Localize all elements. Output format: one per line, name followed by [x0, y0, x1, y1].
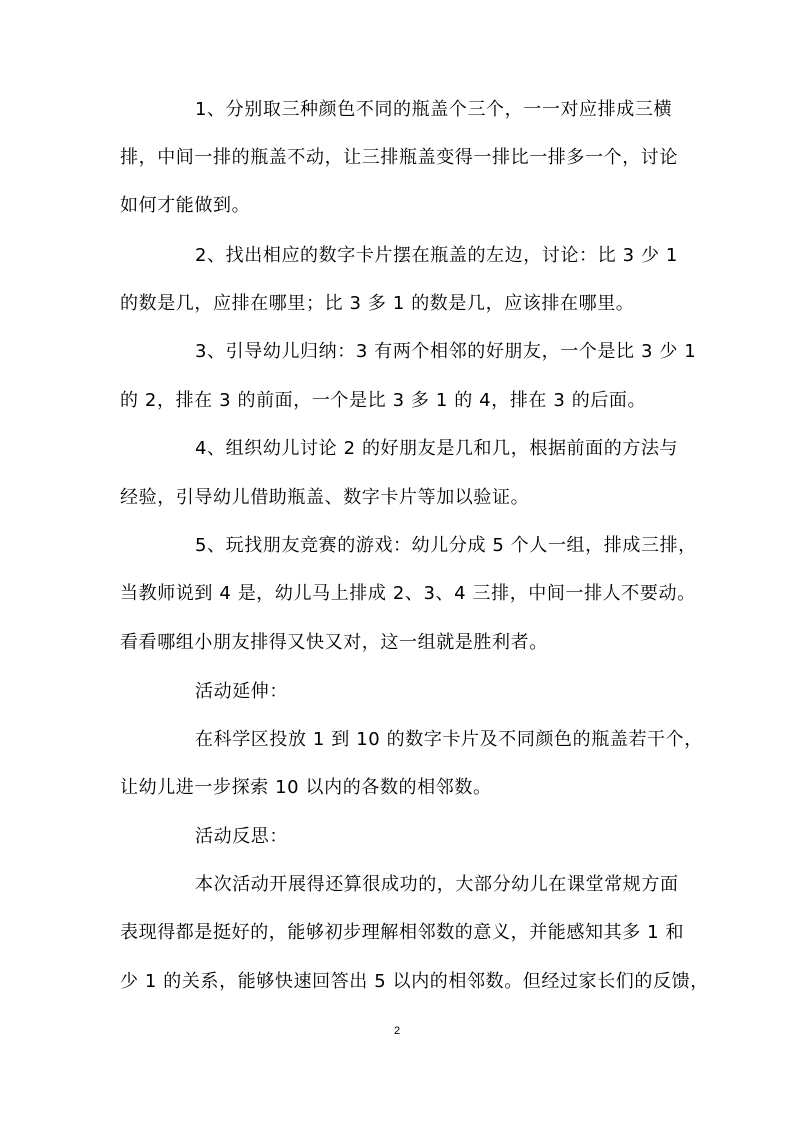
- text-line: 1、分别取三种颜色不同的瓶盖个三个，一一对应排成三横: [195, 99, 673, 120]
- text-line: 4、组织幼儿讨论 2 的好朋友是几和几，根据前面的方法与: [195, 438, 679, 459]
- text-line: 在科学区投放 1 到 10 的数字卡片及不同颜色的瓶盖若干个，: [195, 729, 703, 750]
- text-line: 本次活动开展得还算很成功的，大部分幼儿在课堂常规方面: [195, 874, 679, 895]
- text-line: 经验，引导幼儿借助瓶盖、数字卡片等加以验证。: [120, 487, 530, 508]
- text-line: 的数是几，应排在哪里；比 3 多 1 的数是几，应该排在哪里。: [120, 293, 635, 314]
- text-line: 表现得都是挺好的，能够初步理解相邻数的意义，并能感知其多 1 和: [120, 922, 685, 943]
- text-line: 少 1 的关系，能够快速回答出 5 以内的相邻数。但经过家长们的反馈，: [120, 971, 709, 992]
- text-line: 3、引导幼儿归纳：3 有两个相邻的好朋友，一个是比 3 少 1: [195, 341, 697, 362]
- text-line: 让幼儿进一步探索 10 以内的各数的相邻数。: [120, 777, 492, 798]
- section-heading: 活动延伸：: [195, 681, 288, 702]
- text-line: 2、找出相应的数字卡片摆在瓶盖的左边，讨论：比 3 少 1: [195, 245, 678, 266]
- text-line: 5、玩找朋友竞赛的游戏：幼儿分成 5 个人一组，排成三排，: [195, 535, 697, 556]
- text-line: 看看哪组小朋友排得又快又对，这一组就是胜利者。: [120, 632, 548, 653]
- text-line: 当教师说到 4 是，幼儿马上排成 2、3、4 三排，中间一排人不要动。: [120, 583, 696, 604]
- page-number: 2: [393, 1025, 401, 1037]
- text-line: 排，中间一排的瓶盖不动，让三排瓶盖变得一排比一排多一个，讨论: [120, 147, 678, 168]
- section-heading: 活动反思：: [195, 826, 288, 847]
- text-line: 的 2，排在 3 的前面，一个是比 3 多 1 的 4，排在 3 的后面。: [120, 390, 647, 411]
- text-line: 如何才能做到。: [120, 195, 251, 216]
